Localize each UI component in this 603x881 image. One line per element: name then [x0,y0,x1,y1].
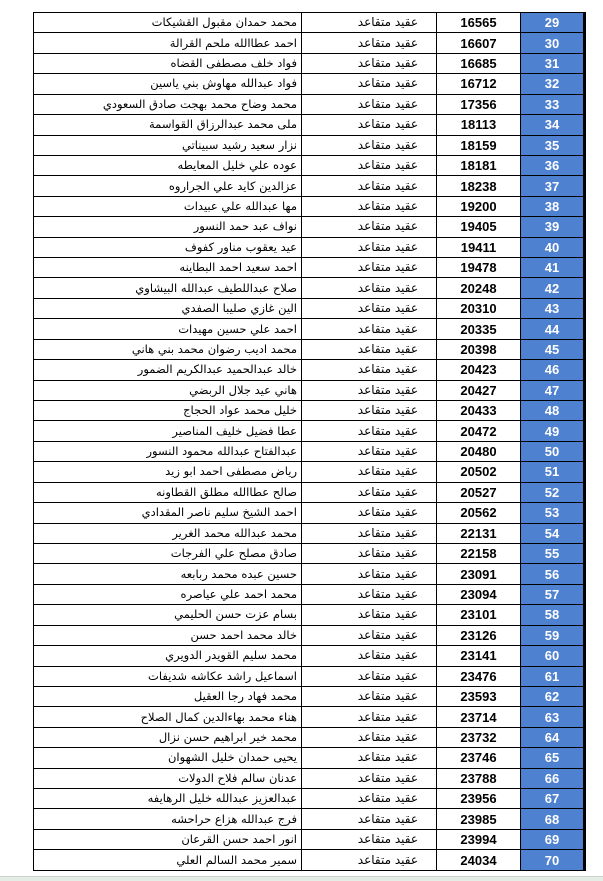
name-cell: عطا فضيل خليف المناصير [34,421,302,441]
rank-cell: عقيد متقاعد [302,707,437,727]
id-number-cell: 20310 [437,298,521,318]
table-row [34,278,585,298]
table-row [34,258,585,278]
id-number-cell: 20527 [437,482,521,502]
id-number-cell: 16565 [437,13,521,33]
rank-cell: عقيد متقاعد [302,421,437,441]
name-cell: خالد عبدالحميد عبدالكريم الضمور [34,360,302,380]
id-number-cell: 20423 [437,360,521,380]
row-number-cell: 61 [521,666,585,686]
row-number-cell: 58 [521,605,585,625]
rank-cell: عقيد متقاعد [302,360,437,380]
table-row [34,482,585,502]
row-number-cell: 59 [521,625,585,645]
row-number-cell: 66 [521,768,585,788]
name-cell: محمد احمد علي عياصره [34,584,302,604]
table-row [34,401,585,421]
table-row [34,829,585,849]
rank-cell: عقيد متقاعد [302,380,437,400]
rank-cell: عقيد متقاعد [302,789,437,809]
rank-cell: عقيد متقاعد [302,625,437,645]
id-number-cell: 19405 [437,217,521,237]
row-number-cell: 62 [521,686,585,706]
rank-cell: عقيد متقاعد [302,176,437,196]
rank-cell: عقيد متقاعد [302,94,437,114]
table-row [34,543,585,563]
table-row [34,686,585,706]
table-row [34,298,585,318]
name-cell: فواد خلف مصطفى القضاه [34,53,302,73]
name-cell: ملى محمد عبدالرزاق القواسمة [34,115,302,135]
rank-cell: عقيد متقاعد [302,33,437,53]
rank-cell: عقيد متقاعد [302,666,437,686]
rank-cell: عقيد متقاعد [302,74,437,94]
rank-cell: عقيد متقاعد [302,217,437,237]
row-number-cell: 67 [521,789,585,809]
id-number-cell: 20472 [437,421,521,441]
row-number-cell: 40 [521,237,585,257]
rank-cell: عقيد متقاعد [302,809,437,829]
id-number-cell: 18159 [437,135,521,155]
row-number-cell: 44 [521,319,585,339]
name-cell: صادق مصلح علي الفرجات [34,543,302,563]
name-cell: محمد فهاد رجا العقيل [34,686,302,706]
id-number-cell: 20433 [437,401,521,421]
id-number-cell: 17356 [437,94,521,114]
rank-cell: عقيد متقاعد [302,482,437,502]
table-row [34,13,585,33]
row-number-cell: 49 [521,421,585,441]
table-row [34,809,585,829]
rank-cell: عقيد متقاعد [302,503,437,523]
rank-cell: عقيد متقاعد [302,155,437,175]
table-row [34,319,585,339]
row-number-cell: 53 [521,503,585,523]
row-number-cell: 64 [521,727,585,747]
table-row [34,421,585,441]
name-cell: احمد عطاالله ملحم القرالة [34,33,302,53]
id-number-cell: 19478 [437,258,521,278]
name-cell: عوده علي خليل المعايطه [34,155,302,175]
rank-cell: عقيد متقاعد [302,646,437,666]
id-number-cell: 23994 [437,829,521,849]
id-number-cell: 23985 [437,809,521,829]
id-number-cell: 23746 [437,748,521,768]
name-cell: هناء محمد بهاءالدين كمال الصلاح [34,707,302,727]
table-row [34,584,585,604]
name-cell: عيد يعقوب مناور كفوف [34,237,302,257]
id-number-cell: 18113 [437,115,521,135]
row-number-cell: 36 [521,155,585,175]
rank-cell: عقيد متقاعد [302,441,437,461]
table-row [34,666,585,686]
table-row [34,441,585,461]
name-cell: يحيى حمدان خليل الشهوان [34,748,302,768]
name-cell: خالد محمد احمد حسن [34,625,302,645]
row-number-cell: 35 [521,135,585,155]
table-row [34,196,585,216]
rank-cell: عقيد متقاعد [302,135,437,155]
id-number-cell: 23476 [437,666,521,686]
table-row [34,135,585,155]
table-row [34,727,585,747]
id-number-cell: 18238 [437,176,521,196]
rank-cell: عقيد متقاعد [302,115,437,135]
row-number-cell: 32 [521,74,585,94]
row-number-cell: 51 [521,462,585,482]
name-cell: عزالدين كايد علي الجراروه [34,176,302,196]
rank-cell: عقيد متقاعد [302,13,437,33]
name-cell: محمد سليم القويدر الدويري [34,646,302,666]
table-row [34,74,585,94]
id-number-cell: 23732 [437,727,521,747]
id-number-cell: 19200 [437,196,521,216]
id-number-cell: 22158 [437,543,521,563]
table-row [34,768,585,788]
table-row [34,217,585,237]
id-number-cell: 23094 [437,584,521,604]
name-cell: احمد الشيخ سليم ناصر المقدادي [34,503,302,523]
id-number-cell: 23101 [437,605,521,625]
table-row [34,237,585,257]
rank-cell: عقيد متقاعد [302,564,437,584]
rank-cell: عقيد متقاعد [302,339,437,359]
name-cell: رياض مصطفى احمد ابو زيد [34,462,302,482]
row-number-cell: 63 [521,707,585,727]
row-number-cell: 30 [521,33,585,53]
id-number-cell: 23126 [437,625,521,645]
row-number-cell: 55 [521,543,585,563]
table-row [34,360,585,380]
row-number-cell: 69 [521,829,585,849]
row-number-cell: 46 [521,360,585,380]
name-cell: محمد حمدان مقبول القشيكات [34,13,302,33]
table-row [34,53,585,73]
row-number-cell: 47 [521,380,585,400]
name-cell: سمير محمد السالم العلي [34,850,302,870]
window-bottom-strip [0,876,603,881]
id-number-cell: 20398 [437,339,521,359]
row-number-cell: 50 [521,441,585,461]
table-row [34,789,585,809]
table-row [34,748,585,768]
row-number-cell: 43 [521,298,585,318]
id-number-cell: 23141 [437,646,521,666]
table-row [34,155,585,175]
rank-cell: عقيد متقاعد [302,462,437,482]
table-body [34,13,585,871]
rank-cell: عقيد متقاعد [302,727,437,747]
id-number-cell: 19411 [437,237,521,257]
table-row [34,646,585,666]
rank-cell: عقيد متقاعد [302,237,437,257]
id-number-cell: 16607 [437,33,521,53]
name-cell: فرج عبدالله هزاع حراحشه [34,809,302,829]
name-cell: هاني عيد جلال الربضي [34,380,302,400]
table-row [34,380,585,400]
table-row [34,115,585,135]
id-number-cell: 23091 [437,564,521,584]
row-number-cell: 39 [521,217,585,237]
row-number-cell: 33 [521,94,585,114]
name-cell: نزار سعيد رشيد سبيناتي [34,135,302,155]
name-cell: احمد علي حسين مهيدات [34,319,302,339]
row-number-cell: 42 [521,278,585,298]
row-number-cell: 31 [521,53,585,73]
table-row [34,339,585,359]
rank-cell: عقيد متقاعد [302,850,437,870]
name-cell: صالح عطاالله مطلق القطاونه [34,482,302,502]
table-row [34,523,585,543]
row-number-cell: 56 [521,564,585,584]
rank-cell: عقيد متقاعد [302,298,437,318]
name-cell: محمد خير ابراهيم حسن نزال [34,727,302,747]
name-cell: محمد عبدالله محمد الغرير [34,523,302,543]
id-number-cell: 23788 [437,768,521,788]
rank-cell: عقيد متقاعد [302,523,437,543]
id-number-cell: 20335 [437,319,521,339]
id-number-cell: 23956 [437,789,521,809]
name-cell: اسماعيل راشد عكاشه شديفات [34,666,302,686]
row-number-cell: 37 [521,176,585,196]
name-cell: انور احمد حسن القرعان [34,829,302,849]
rank-cell: عقيد متقاعد [302,829,437,849]
id-number-cell: 20480 [437,441,521,461]
row-number-cell: 29 [521,13,585,33]
table-row [34,605,585,625]
row-number-cell: 60 [521,646,585,666]
row-number-cell: 34 [521,115,585,135]
table-row [34,707,585,727]
rank-cell: عقيد متقاعد [302,768,437,788]
table-row [34,176,585,196]
name-cell: حسين عبده محمد ربابعه [34,564,302,584]
name-cell: عبدالعزيز عبدالله خليل الرهايفه [34,789,302,809]
name-cell: فواد عبدالله مهاوش بني ياسين [34,74,302,94]
row-number-cell: 70 [521,850,585,870]
row-number-cell: 54 [521,523,585,543]
id-number-cell: 20562 [437,503,521,523]
table-row [34,33,585,53]
rank-cell: عقيد متقاعد [302,605,437,625]
id-number-cell: 16712 [437,74,521,94]
retirees-table [33,12,586,871]
id-number-cell: 20427 [437,380,521,400]
table-row [34,625,585,645]
name-cell: الين غازي صليبا الصفدي [34,298,302,318]
id-number-cell: 20248 [437,278,521,298]
id-number-cell: 16685 [437,53,521,73]
row-number-cell: 68 [521,809,585,829]
id-number-cell: 22131 [437,523,521,543]
row-number-cell: 45 [521,339,585,359]
name-cell: محمد اديب رضوان محمد بني هاني [34,339,302,359]
row-number-cell: 41 [521,258,585,278]
id-number-cell: 24034 [437,850,521,870]
name-cell: بسام عزت حسن الحليمي [34,605,302,625]
name-cell: عبدالفتاح عبدالله محمود النسور [34,441,302,461]
table-row [34,850,585,870]
table-row [34,503,585,523]
rank-cell: عقيد متقاعد [302,53,437,73]
id-number-cell: 20502 [437,462,521,482]
row-number-cell: 38 [521,196,585,216]
id-number-cell: 23714 [437,707,521,727]
id-number-cell: 23593 [437,686,521,706]
id-number-cell: 18181 [437,155,521,175]
table-row [34,462,585,482]
row-number-cell: 48 [521,401,585,421]
name-cell: خليل محمد عواد الحجاج [34,401,302,421]
name-cell: عدنان سالم فلاح الدولات [34,768,302,788]
name-cell: مها عبدالله علي عبيدات [34,196,302,216]
row-number-cell: 65 [521,748,585,768]
rank-cell: عقيد متقاعد [302,748,437,768]
rank-cell: عقيد متقاعد [302,258,437,278]
rank-cell: عقيد متقاعد [302,278,437,298]
name-cell: محمد وضاح محمد بهجت صادق السعودي [34,94,302,114]
row-number-cell: 57 [521,584,585,604]
rank-cell: عقيد متقاعد [302,543,437,563]
rank-cell: عقيد متقاعد [302,196,437,216]
rank-cell: عقيد متقاعد [302,319,437,339]
table-row [34,564,585,584]
rank-cell: عقيد متقاعد [302,401,437,421]
table-row [34,94,585,114]
name-cell: احمد سعيد احمد البطاينه [34,258,302,278]
rank-cell: عقيد متقاعد [302,686,437,706]
row-number-cell: 52 [521,482,585,502]
rank-cell: عقيد متقاعد [302,584,437,604]
name-cell: نواف عبد حمد النسور [34,217,302,237]
name-cell: صلاح عبداللطيف عبدالله البيشاوي [34,278,302,298]
